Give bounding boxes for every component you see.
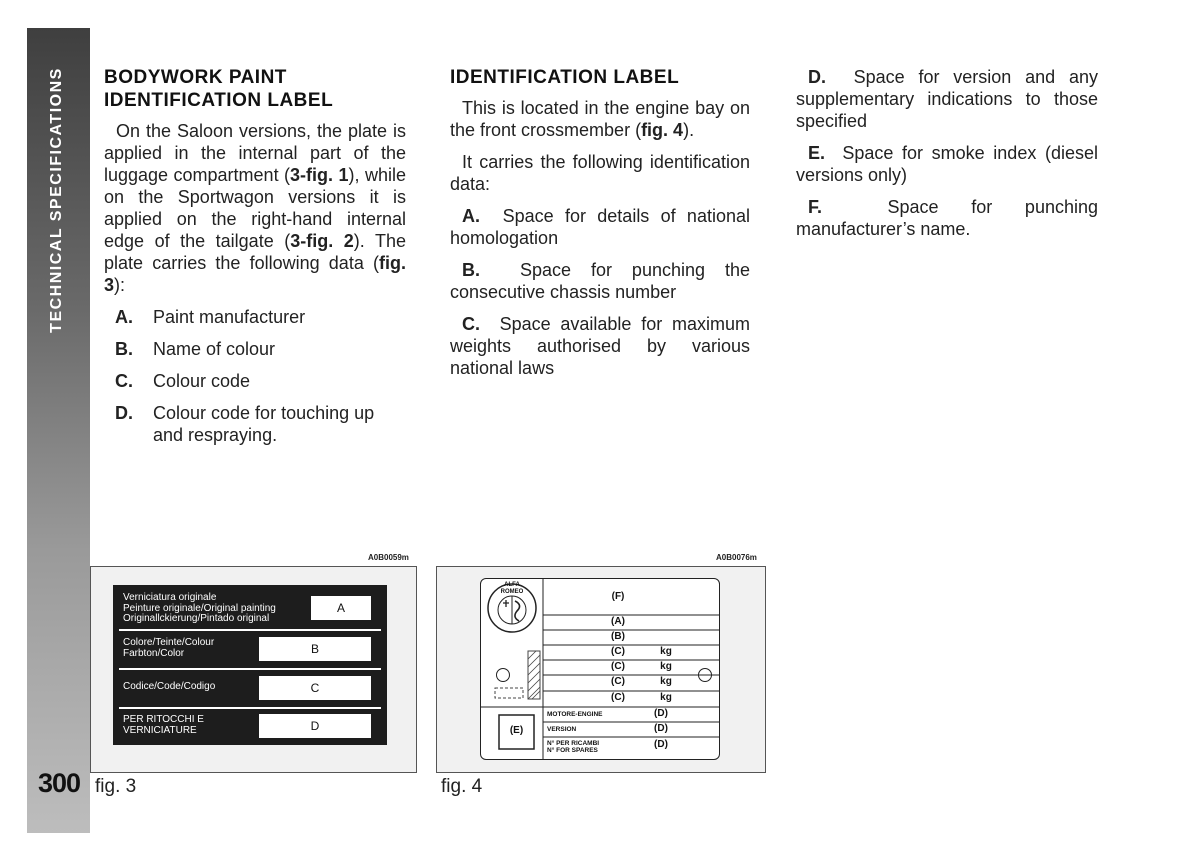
column-bodywork-paint <box>104 66 406 456</box>
figure-reference: 3-fig. 1 <box>290 165 349 185</box>
field-f: (F) <box>611 591 625 602</box>
spares-label: N° PER RICAMBI N° FOR SPARES <box>547 740 600 754</box>
divider <box>119 629 381 631</box>
field-b: (B) <box>611 631 625 642</box>
plate-box-b: B <box>259 637 371 661</box>
plate-box-c: C <box>259 676 371 700</box>
section-title: TECHNICAL SPECIFICATIONS <box>48 67 65 333</box>
bodywork-paint-paragraph: On the Saloon versions, the plate is applied in the internal part of the luggage compartment (3-fig. 1), while on the Sportwagon versions it is applied on the right-hand internal edge of the tailgate (3-fig. 2). The plate carries the following data (fig. 3): <box>104 121 406 295</box>
column-identification-continued <box>796 66 1098 250</box>
bodywork-paint-heading: BODYWORK PAINT IDENTIFICATION LABEL <box>104 67 334 111</box>
figure-code: A0B0076m <box>716 553 757 562</box>
figure-reference: fig. 4 <box>641 120 684 140</box>
field-c: (C) <box>611 692 625 703</box>
figure-reference: 3-fig. 2 <box>290 231 354 251</box>
plate-row-label: PER RITOCCHI E VERNICIATURE <box>123 714 204 736</box>
field-d: (D) <box>654 739 668 750</box>
figure-reference: fig. 3 <box>104 253 406 295</box>
field-d: (D) <box>654 723 668 734</box>
location-paragraph: This is located in the engine bay on the front crossmember (fig. 4). <box>450 98 750 140</box>
field-e: (E) <box>509 725 524 736</box>
field-c: (C) <box>611 676 625 687</box>
identification-label-heading: IDENTIFICATION LABEL <box>450 67 680 88</box>
column-identification-label <box>450 66 750 389</box>
entry-item: C. Space available for maximum weights authorised by various national laws <box>450 314 750 378</box>
engine-label: MOTORE-ENGINE <box>547 711 603 718</box>
field-d: (D) <box>654 708 668 719</box>
field-c: (C) <box>611 661 625 672</box>
unit-kg: kg <box>660 692 672 703</box>
field-a: (A) <box>611 616 625 627</box>
entry-item: A. Space for details of national homologation <box>450 206 750 248</box>
unit-kg: kg <box>660 676 672 687</box>
figure-caption: fig. 4 <box>441 776 483 797</box>
plate-row-label: Codice/Code/Codigo <box>123 681 216 692</box>
figure-code: A0B0059m <box>368 553 409 562</box>
paint-identification-plate <box>113 585 387 745</box>
list-item: A. Paint manufacturer <box>115 307 306 327</box>
entry-item: E. Space for smoke index (diesel versions only) <box>796 143 1098 185</box>
vehicle-identification-plate <box>480 578 720 760</box>
plate-box-a: A <box>311 596 371 620</box>
unit-kg: kg <box>660 646 672 657</box>
list-item: C. Colour code <box>115 371 251 391</box>
data-intro-paragraph: It carries the following identification data: <box>450 152 750 194</box>
entry-item: B. Space for punching the consecutive chassis number <box>450 260 750 302</box>
entry-item: F. Space for punching manufacturer’s name. <box>796 197 1098 239</box>
plate-row-label: Verniciatura originale Peinture originale/Original painting Originallckierung/Pintado original <box>123 592 276 624</box>
list-item: D. Colour code for touching up and respraying. <box>115 403 375 445</box>
divider <box>119 668 381 670</box>
field-c: (C) <box>611 646 625 657</box>
entry-item: D. Space for version and any supplementary indications to those specified <box>796 67 1098 131</box>
page-number: 300 <box>38 768 81 798</box>
version-label: VERSION <box>547 726 577 733</box>
figure-caption: fig. 3 <box>95 776 137 797</box>
plate-box-d: D <box>259 714 371 738</box>
plate-row-label: Colore/Teinte/Colour Farbton/Color <box>123 637 215 659</box>
logo-text: ALFA ROMEO <box>500 582 524 595</box>
list-item: B. Name of colour <box>115 339 276 359</box>
unit-kg: kg <box>660 661 672 672</box>
divider <box>119 707 381 709</box>
